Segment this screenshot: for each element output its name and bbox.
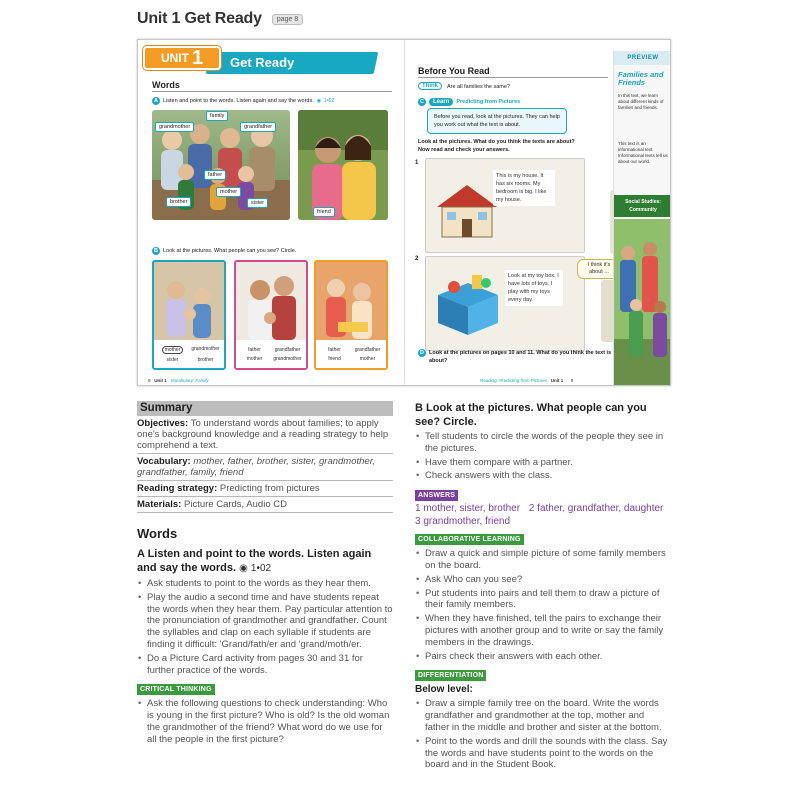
teacher-notes-left [137,401,393,748]
preview-title: Families and Friends [618,70,664,87]
unit-badge [143,46,221,70]
list-item: • Pairs check their answers with each other. [415,651,670,663]
below-level-heading: Below level: [415,684,473,696]
activity-b-bullets [415,431,670,482]
choice-panel-3 [314,260,388,370]
audio-icon: ◉ [239,563,248,574]
choice-word: grandfather [274,346,301,353]
activity-a-heading: A Listen and point to the words. Listen again and say the words. ◉ 1•02 [137,548,372,574]
book-2-number: 2 [415,256,419,262]
unit-banner-title: Get Ready [230,55,295,70]
speech-bubble-2: I think it's about ... [577,259,621,279]
choice-word: sister [166,356,179,363]
book-1-number: 1 [415,160,419,166]
photo-tag-father: father [204,170,226,180]
learn-header: C Learn Predicting from Pictures [420,99,521,105]
photo-tag-friend: friend [313,207,335,217]
student-book-spread [137,39,671,386]
list-item: • Do a Picture Card activity from pages 30 and 31 for further practice of the words. [137,653,393,677]
preview-text-1: In this text, we learn about different kinds of families and friends. [618,93,664,110]
list-item: • Put students into pairs and tell them to draw a picture of their family members. [415,588,670,612]
sb-activity-a: A Listen and point to the words. Listen again and say the words. ◉ 1•02 [154,98,335,104]
photo-tag-family: family [206,111,228,121]
unit-badge-number: 1 [191,47,204,69]
summary-vocabulary: Vocabulary: mother, father, brother, sister, grandmother, grandfather, family, friend [137,454,393,481]
list-item: • Draw a quick and simple picture of some family members on the board. [415,548,670,572]
preview-tab: PREVIEW [614,51,671,65]
page-title: Unit 1 Get Ready [137,10,262,27]
sb-activity-d: D Look at the pictures on pages 10 and 11. What do you think the text is about? [420,350,612,364]
choice-panel-1 [152,260,226,370]
audio-icon: ◉ [316,98,322,104]
list-item: • Have them compare with a partner. [415,457,670,469]
photo-tag-grandmother: grandmother [155,122,194,132]
list-item: • Ask the following questions to check understanding: Who is young in the first picture? Who is old? Is the old woman the grandmother of the friend? What word do we use for all the people in the first picture? [137,698,393,745]
choice-word: father [248,346,261,353]
toy-box-icon [432,269,504,339]
answers-tag: ANSWERS [415,490,458,501]
friends-photo [298,110,388,220]
list-item: • Point to the words and drill the sounds with the class. Say the words and have students point to the words on the board and in the Student Book. [415,736,670,771]
list-item: • Ask Who can you see? [415,574,670,586]
choice-word: mother [246,355,263,362]
differentiation-tag: DIFFERENTIATION [415,670,486,681]
spread-footer-right: Reading: Predicting from Pictures Unit 1 9 [480,378,574,383]
photo-tag-mother: mother [216,187,241,197]
choice-word: grandmother [273,355,302,362]
choice-word: friend [328,355,341,362]
photo-tag-sister: sister [247,198,268,208]
photo-tag-brother: brother [166,197,191,207]
choice-word: father [328,346,341,353]
answer-item: 1 mother, sister, brother [415,503,521,515]
list-item: • Draw a simple family tree on the board. Write the words grandfather and grandmother at the top, mother and father in the middle and brother and sister at the bottom. [415,698,670,733]
summary-heading: Summary [137,401,393,416]
choice-word: grandmother [191,345,220,352]
activity-b-heading: B Look at the pictures. What people can you see? Circle. [415,402,647,428]
critical-thinking-tag: CRITICAL THINKING [137,684,215,695]
photo-tag-grandfather: grandfather [240,122,276,132]
think-question: Are all families the same? [447,84,510,90]
sb-before-you-read: Before You Read [418,66,608,78]
choice-word: grandfather [354,346,381,353]
collaborative-bullets [415,548,670,662]
choice-word: mother [359,355,376,362]
sb-activity-b: B Look at the pictures. What people can you see? Circle. [154,248,297,254]
list-item: • Play the audio a second time and have students repeat the words when they hear them. Pay particular attention to the pronunciation of grandmother and grandfather. Count the syllables and clap on each syllable if students are finding it difficult: 'Grand/fath/er and 'grand/moth/er. [137,592,393,651]
list-item: • Ask students to point to the words as they hear them. [137,578,393,590]
unit-banner [138,40,405,76]
house-icon [432,179,502,239]
summary-reading-strategy: Reading strategy: Predicting from pictures [137,481,393,497]
preview-subject-label: Social Studies: Community [614,195,671,217]
answer-item: 2 father, grandfather, daughter [528,503,664,515]
look-instruction: Look at the pictures. What do you think the texts are about? Now read and check your answers. [418,139,575,153]
critical-thinking-bullets [137,698,393,745]
spread-footer-left: 8 Unit 1 Vocabulary: Family [148,378,209,383]
choice-word: brother [197,356,214,363]
list-item: • Check answers with the class. [415,470,670,482]
book-1-text: This is my house. It has six rooms. My bedroom is big. I like my house. [493,170,555,206]
words-heading: Words [137,526,178,541]
page-header [137,10,303,28]
collaborative-learning-tag: COLLABORATIVE LEARNING [415,534,524,545]
preview-column [613,51,671,386]
spread-left-page [138,40,405,386]
answers-list [415,503,670,528]
list-item: • When they have finished, tell the pairs to exchange their pictures with another group and to write or say the family members in the drawings. [415,613,670,648]
summary-objectives: Objectives: To understand words about families; to apply one's background knowledge and a reading strategy to help comprehend a text. [137,416,393,454]
sb-words-heading: Words [152,80,392,92]
choice-word: mother [162,346,184,354]
activity-a-bullets [137,578,393,676]
teacher-notes-right [415,401,670,773]
page-reference-badge: page 8 [272,14,303,25]
preview-photo [614,219,671,386]
differentiation-bullets [415,698,670,771]
unit-badge-label: UNIT [160,51,189,65]
book-2-text: Look at my toy box. I have lots of toys. I play with my toys every day. [505,270,563,306]
preview-text-2: This text is an informational text. Informational texts tell us about our world. [618,141,668,164]
choice-panel-2 [234,260,308,370]
list-item: • Tell students to circle the words of the people they see in the pictures. [415,431,670,455]
learn-box: Before you read, look at the pictures. They can help you work out what the text is about. [427,108,567,134]
answer-item: 3 grandmother, friend [415,515,511,527]
think-label: Think [418,82,442,90]
summary-materials: Materials: Picture Cards, Audio CD [137,497,393,513]
